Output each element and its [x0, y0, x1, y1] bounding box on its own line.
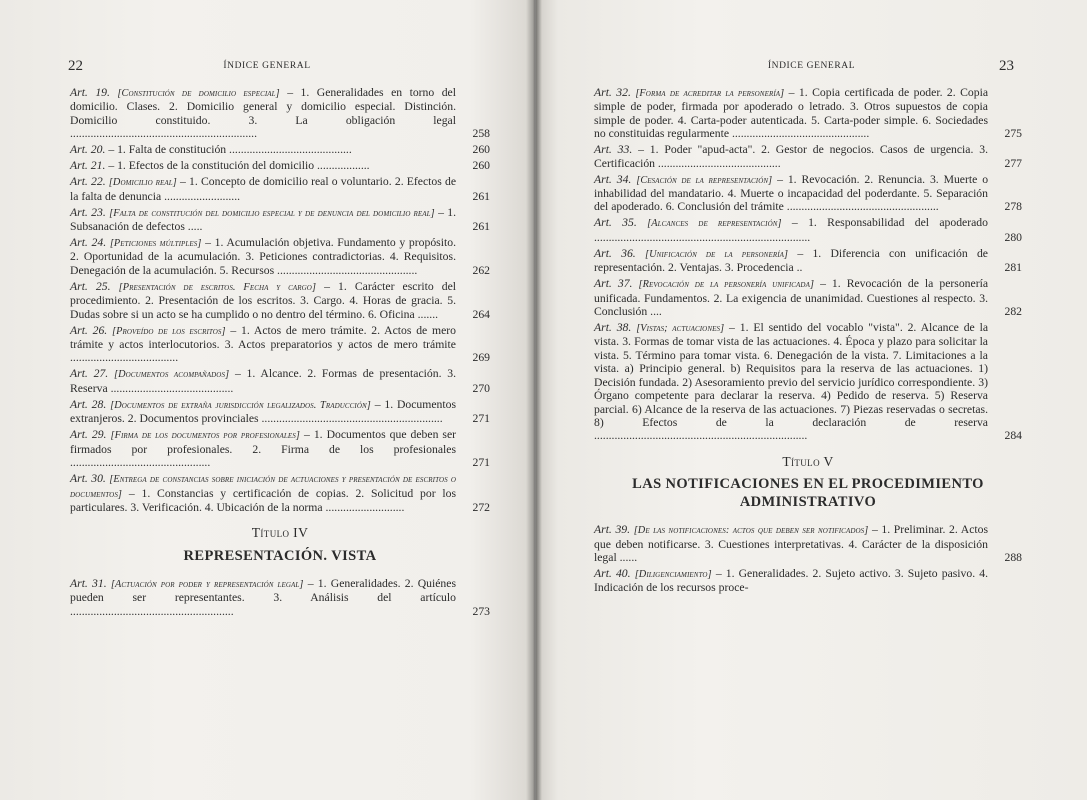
- entry-page-number: 272: [472, 500, 490, 514]
- entry-page-number: 271: [472, 456, 490, 470]
- toc-entry: [594, 567, 1022, 595]
- article-topics: – 1. Copia certificada de poder. 2. Copia simple de poder, firmada por apoderado o letrado. 3. Otros supuestos de copia simple de poder. 4. Carta-poder autenticada. 5. Carta-poder simple. 6. Sociedades no constituidas regularmente ...............................................: [594, 86, 989, 141]
- entry-page-number: 270: [472, 381, 490, 395]
- toc-entry: [70, 472, 490, 514]
- article-number: Art. 30.: [70, 472, 106, 486]
- article-heading: [Diligenciamiento]: [634, 568, 712, 580]
- article-number: Art. 23.: [70, 205, 106, 219]
- article-heading: [Constitución de domicilio especial]: [117, 88, 280, 99]
- article-topics: – 1. Documentos extranjeros. 2. Documentos provinciales ..............................................................: [70, 397, 457, 426]
- book-gutter: [526, 0, 542, 800]
- entry-page-number: 277: [1004, 156, 1022, 170]
- entry-page-number: 278: [1004, 200, 1022, 214]
- article-heading: [Proveído de los escritos]: [112, 325, 226, 337]
- article-heading: [Documentos acompañados]: [114, 369, 230, 381]
- article-number: Art. 19.: [70, 86, 110, 99]
- entry-page-number: 258: [472, 127, 490, 141]
- page-number: 22: [68, 58, 83, 74]
- article-topics: – 1. Generalidades en torno del domicilio. Clases. 2. Domicilio general y domicilio especial. Distinción. Domicilio constituido. 3. La obligación legal ................................................................: [70, 86, 456, 141]
- article-topics: – 1. Acumulación objetiva. Fundamento y propósito. 2. Oportunidad de la acumulación. 3. Peticiones contradictorias. 4. Requisitos. Denegación de la acumulación. 5. Recursos ................................................: [70, 236, 456, 277]
- article-number: Art. 22.: [70, 175, 106, 189]
- article-topics: – 1. Subsanación de defectos .....: [70, 205, 457, 234]
- entry-page-number: 261: [472, 220, 490, 234]
- toc-entry: [70, 280, 490, 321]
- article-heading: [Actuación por poder y representación legal]: [110, 578, 304, 590]
- article-number: Art. 32.: [594, 86, 631, 99]
- article-topics: – 1. Preliminar. 2. Actos que deben notificarse. 3. Cuestiones interpretativas. 4. Carácter de la disposición legal ......: [594, 523, 989, 564]
- article-topics: – 1. Revocación. 2. Renuncia. 3. Muerte o inhabilidad del mandatario. 4. Muerte o incapacidad del poderdante. 5. Separación del apoderado. 6. Conclusión del trámite ....................................................: [594, 172, 989, 214]
- toc-entry: [594, 321, 1022, 443]
- toc-entry: [594, 523, 1022, 564]
- article-topics: – 1. Diferencia con unificación de representación. 2. Ventajas. 3. Procedencia ..: [594, 246, 988, 275]
- article-number: Art. 28.: [70, 397, 107, 411]
- article-number: Art. 38.: [594, 321, 632, 335]
- entry-list: [70, 577, 490, 618]
- right-content: [594, 86, 1022, 597]
- article-topics: – 1. Poder "apud-acta". 2. Gestor de negocios. Casos de urgencia. 3. Certificación ..........................................: [594, 143, 989, 170]
- running-head: ÍNDICE GENERAL: [223, 61, 311, 71]
- article-topics: – 1. Documentos que deben ser firmados por profesionales. 2. Firma de los profesionales ................................................: [70, 428, 457, 470]
- article-topics: – 1. El sentido del vocablo "vista". 2. Alcance de la vista. 3. Formas de tomar vista de las actuaciones. 4. Época y plazo para solicitar la vista. 5. Término para tomar vista. 6. Denegación de la vista. 7. Limitaciones a la vista. a) Principio general. b) Requisitos para la reserva de las actuaciones. 1) Decisión fundada. 2) Asesoramiento previo del servicio jurídico correspondiente. 3) Órgano competente para declarar la reserva. 4) Pedido de reserva. 5) Reserva parcial. 6) Alcance de la reserva de las actuaciones. 7) Piezas reservadas o secretas. 8) Efectos de la declaración de reserva .........................................................................: [594, 321, 989, 443]
- article-number: Art. 31.: [70, 576, 107, 590]
- article-topics: – 1. Constancias y certificación de copias. 2. Solicitud por los particulares. 3. Verificación. 4. Ubicación de la norma ...........................: [70, 486, 457, 514]
- right-page: [536, 0, 1087, 800]
- article-topics: – 1. Revocación de la personería unificada. Fundamentos. 2. La exigencia de unanimidad. Cuestiones al respecto. 3. Conclusión ....: [594, 277, 989, 319]
- article-number: Art. 36.: [594, 246, 636, 260]
- article-topics: – 1. Concepto de domicilio real o voluntario. 2. Efectos de la falta de denuncia ..........................: [70, 175, 457, 203]
- toc-entry: [70, 367, 490, 395]
- left-content: [70, 86, 490, 621]
- article-number: Art. 39.: [594, 523, 631, 537]
- toc-entry: [70, 206, 490, 234]
- article-heading: [Entrega de constancias sobre iniciación de actuaciones y presentación de escritos o documentos]: [70, 474, 456, 500]
- toc-entry: [594, 143, 1022, 170]
- toc-entry: [70, 324, 490, 365]
- toc-entry: [70, 398, 490, 426]
- article-topics: – 1. Generalidades. 2. Sujeto activo. 3. Sujeto pasivo. 4. Indicación de los recursos proce-: [594, 566, 989, 595]
- toc-entry: [70, 175, 490, 203]
- article-topics: – 1. Actos de mero trámite. 2. Actos de mero trámite y actos interlocutorios. 3. Actos preparatorios y actos de mero trámite .....................................: [70, 323, 457, 365]
- article-topics: – 1. Responsabilidad del apoderado ..........................................................................: [594, 216, 988, 244]
- entry-page-number: 273: [472, 604, 490, 618]
- entry-page-number: 281: [1004, 261, 1022, 275]
- article-number: Art. 21.: [70, 159, 106, 173]
- section-title: Título IV: [251, 525, 309, 541]
- article-heading: [Cesación de la representación]: [636, 174, 773, 186]
- section-name: LAS NOTIFICACIONES EN EL PROCEDIMIENTO ADMINISTRATIVO: [632, 476, 984, 511]
- toc-entry: [70, 428, 490, 469]
- page-number: 23: [999, 58, 1014, 74]
- article-number: Art. 20.: [70, 143, 106, 157]
- article-heading: [Presentación de escritos. Fecha y cargo]: [118, 281, 317, 293]
- entry-page-number: 280: [1004, 230, 1022, 244]
- toc-entry: [70, 86, 490, 141]
- right-header: [536, 58, 1087, 78]
- section-title: Título V: [782, 453, 834, 469]
- article-number: Art. 35.: [594, 216, 637, 230]
- toc-entry: [594, 173, 1022, 214]
- entry-list: [594, 86, 1022, 443]
- toc-entry: [70, 236, 490, 277]
- article-number: Art. 24.: [70, 236, 107, 250]
- article-topics: – 1. Generalidades. 2. Quiénes pueden ser representantes. 3. Análisis del artículo ........................................................: [70, 576, 457, 618]
- entry-list: [70, 86, 490, 514]
- article-heading: [Vistas; actuaciones]: [636, 323, 725, 335]
- toc-entry: [70, 159, 490, 172]
- toc-entry: [594, 86, 1022, 141]
- article-heading: [Firma de los documentos por profesionales]: [110, 430, 300, 442]
- entry-page-number: 261: [472, 189, 490, 203]
- article-number: Art. 29.: [70, 428, 107, 442]
- article-heading: [De las notificaciones: actos que deben ser notificados]: [633, 525, 869, 537]
- article-number: Art. 37.: [594, 277, 633, 291]
- entry-list: [594, 523, 1022, 595]
- toc-entry: [70, 577, 490, 618]
- entry-page-number: 275: [1004, 127, 1022, 141]
- entry-page-number: 260: [472, 159, 490, 173]
- entry-page-number: 288: [1004, 550, 1022, 564]
- running-head: ÍNDICE GENERAL: [767, 61, 856, 71]
- article-heading: [Documentos de extraña jurisdicción legalizados. Traducción]: [110, 399, 371, 411]
- article-heading: [Falta de constitución del domicilio especial y de denuncia del domicilio real]: [109, 207, 435, 219]
- article-heading: [Unificación de la personería]: [644, 248, 789, 260]
- article-number: Art. 27.: [70, 367, 109, 381]
- entry-page-number: 282: [1004, 305, 1022, 319]
- entry-page-number: 260: [472, 143, 490, 157]
- article-number: Art. 26.: [70, 323, 108, 337]
- toc-entry: [594, 216, 1022, 244]
- article-number: Art. 33.: [594, 143, 633, 157]
- article-number: Art. 40.: [594, 566, 631, 580]
- article-heading: [Domicilio real]: [108, 177, 177, 189]
- article-number: Art. 34.: [594, 172, 632, 186]
- article-heading: [Forma de acreditar la personería]: [635, 88, 785, 99]
- article-topics: – 1. Falta de constitución ..........................................: [108, 143, 352, 157]
- entry-page-number: 269: [472, 351, 490, 365]
- article-heading: [Alcances de representación]: [647, 218, 782, 230]
- entry-page-number: 262: [472, 263, 490, 277]
- article-number: Art. 25.: [70, 279, 111, 293]
- article-topics: – 1. Carácter escrito del procedimiento. 2. Presentación de los escritos. 3. Cargo. 4. Horas de gracia. 5. Dudas sobre si un acto se ha cumplido o no dentro del término. 6. Oficina .......: [70, 279, 457, 321]
- article-heading: [Revocación de la personería unificada]: [638, 279, 815, 291]
- entry-page-number: 271: [472, 412, 490, 426]
- section-name: REPRESENTACIÓN. VISTA: [183, 547, 377, 564]
- article-topics: – 1. Alcance. 2. Formas de presentación. 3. Reserva ..........................................: [70, 367, 457, 395]
- entry-page-number: 284: [1004, 429, 1022, 443]
- left-page: [0, 0, 534, 800]
- left-header: [0, 58, 534, 78]
- article-heading: [Peticiones múltiples]: [109, 238, 202, 250]
- entry-page-number: 264: [472, 307, 490, 321]
- toc-entry: [594, 247, 1022, 275]
- article-topics: – 1. Efectos de la constitución del domicilio ..................: [108, 159, 370, 173]
- toc-entry: [594, 277, 1022, 318]
- toc-entry: [70, 143, 490, 156]
